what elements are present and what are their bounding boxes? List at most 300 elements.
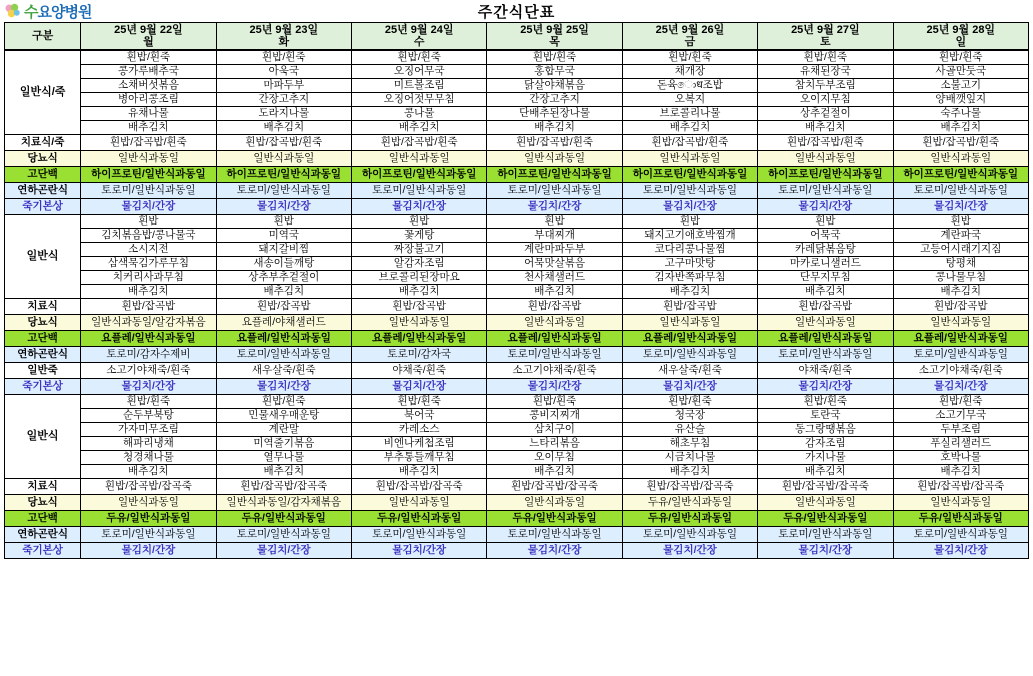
- day-label: 목: [549, 36, 560, 48]
- menu-cell: 새송이들깨탕: [216, 257, 351, 271]
- diet-cell: 두유/일반식과동일: [622, 495, 757, 511]
- menu-row: [5, 271, 1029, 285]
- diet-cell: 두유/일반식과동일: [758, 511, 893, 527]
- menu-cell: 배추김치: [352, 121, 487, 135]
- diet-row: [5, 511, 1029, 527]
- menu-cell: 흰밥: [216, 215, 351, 229]
- menu-cell: 민물새우매운탕: [216, 409, 351, 423]
- menu-cell: 탕평채: [893, 257, 1028, 271]
- menu-cell: 해초무침: [622, 437, 757, 451]
- menu-cell: 흰밥/흰죽: [758, 50, 893, 65]
- diet-cell: 토로미/일반식과동일: [758, 183, 893, 199]
- diet-cell: 흰밥/잡곡밥: [893, 299, 1028, 315]
- menu-cell: 홍합무국: [487, 65, 622, 79]
- diet-cell: 물김치/간장: [893, 543, 1028, 559]
- menu-cell: 미트볼조림: [352, 79, 487, 93]
- menu-cell: 흰밥/흰죽: [81, 50, 216, 65]
- menu-cell: 흰밥: [622, 215, 757, 229]
- table-body: [5, 50, 1029, 559]
- diet-cell: 물김치/간장: [352, 199, 487, 215]
- diet-cell: 일반식과동일: [352, 151, 487, 167]
- diet-cell: 요플레/일반식과동일: [81, 331, 216, 347]
- diet-cell: 요플레/일반식과동일: [622, 331, 757, 347]
- diet-cell: 두유/일반식과동일: [216, 511, 351, 527]
- menu-cell: 배추김치: [216, 465, 351, 479]
- diet-cell: 물김치/간장: [352, 543, 487, 559]
- diet-cell: 일반식과동일: [81, 151, 216, 167]
- diet-type-label: 치료식: [5, 479, 81, 495]
- menu-cell: 오이지무침: [758, 93, 893, 107]
- diet-row: [5, 363, 1029, 379]
- diet-cell: 하이프로틴/일반식과동일: [487, 167, 622, 183]
- diet-cell: 물김치/간장: [622, 199, 757, 215]
- menu-cell: 가자미무조림: [81, 423, 216, 437]
- menu-cell: 흰밥: [487, 215, 622, 229]
- diet-cell: 물김치/간장: [622, 543, 757, 559]
- diet-row: [5, 347, 1029, 363]
- diet-cell: 토로미/일반식과동일: [622, 183, 757, 199]
- diet-cell: 하이프로틴/일반식과동일: [758, 167, 893, 183]
- diet-cell: 토로미/일반식과동일: [216, 527, 351, 543]
- diet-cell: 일반식과동일: [893, 495, 1028, 511]
- menu-cell: 오복지: [622, 93, 757, 107]
- menu-cell: 소불고기: [893, 79, 1028, 93]
- menu-cell: 오이무침: [487, 451, 622, 465]
- menu-cell: 호박나물: [893, 451, 1028, 465]
- menu-cell: 고구마맛탕: [622, 257, 757, 271]
- diet-cell: 소고기야채죽/흰죽: [81, 363, 216, 379]
- diet-cell: 흰밥/잡곡밥: [81, 299, 216, 315]
- diet-cell: 흰밥/잡곡밥/잡곡죽: [81, 479, 216, 495]
- menu-cell: 어묵맛살볶음: [487, 257, 622, 271]
- menu-cell: 흰밥/흰죽: [81, 395, 216, 409]
- menu-cell: 알감자조림: [352, 257, 487, 271]
- menu-cell: 돼지고기애호박찜개: [622, 229, 757, 243]
- col-header-mon: [81, 23, 216, 51]
- diet-cell: 요플레/일반식과동일: [758, 331, 893, 347]
- diet-row: [5, 315, 1029, 331]
- menu-cell: 미역줄기볶음: [216, 437, 351, 451]
- menu-cell: 돈육ොध조밥: [622, 79, 757, 93]
- diet-cell: 일반식과동일: [758, 495, 893, 511]
- diet-cell: 토로미/일반식과동일: [622, 527, 757, 543]
- menu-cell: 청국장: [622, 409, 757, 423]
- menu-cell: 계란말: [216, 423, 351, 437]
- diet-cell: 새우살죽/흰죽: [622, 363, 757, 379]
- menu-cell: 소고기무국: [893, 409, 1028, 423]
- menu-cell: 유채나물: [81, 107, 216, 121]
- menu-cell: 배추김치: [216, 121, 351, 135]
- diet-cell: 흰밥/잡곡밥: [487, 299, 622, 315]
- menu-cell: 카레닭볶음탕: [758, 243, 893, 257]
- menu-cell: 배추김치: [487, 121, 622, 135]
- diet-cell: 흰밥/잡곡밥/잡곡죽: [487, 479, 622, 495]
- menu-cell: 계란파국: [893, 229, 1028, 243]
- date-label: 25년 9월 25일: [520, 24, 589, 36]
- menu-cell: 느타리볶음: [487, 437, 622, 451]
- diet-cell: 하이프로틴/일반식과동일: [622, 167, 757, 183]
- menu-cell: 흰밥/흰죽: [893, 50, 1028, 65]
- diet-cell: 하이프로틴/일반식과동일: [352, 167, 487, 183]
- menu-cell: 비엔나케첩조림: [352, 437, 487, 451]
- menu-cell: 삼색묵김가루무침: [81, 257, 216, 271]
- logo-char-2: 요양병원: [37, 4, 92, 21]
- diet-cell: 흰밥/잡곡밥/흰죽: [758, 135, 893, 151]
- menu-cell: 상추부추겉절이: [216, 271, 351, 285]
- menu-cell: 흰밥: [352, 215, 487, 229]
- diet-row: [5, 167, 1029, 183]
- diet-cell: 흰밥/잡곡밥/잡곡죽: [216, 479, 351, 495]
- col-header-wed: [352, 23, 487, 51]
- diet-row: [5, 331, 1029, 347]
- diet-cell: 토로미/일반식과동일: [622, 347, 757, 363]
- menu-cell: 흰밥: [893, 215, 1028, 229]
- diet-cell: 물김치/간장: [487, 199, 622, 215]
- menu-cell: 흰밥/흰죽: [893, 395, 1028, 409]
- diet-row: [5, 151, 1029, 167]
- menu-cell: 배추김치: [81, 465, 216, 479]
- menu-cell: 콩가루배추국: [81, 65, 216, 79]
- diet-cell: 일반식과동일: [622, 315, 757, 331]
- menu-row: [5, 465, 1029, 479]
- diet-row: [5, 299, 1029, 315]
- menu-cell: 흰밥: [81, 215, 216, 229]
- diet-type-label: 죽기본상: [5, 543, 81, 559]
- diet-cell: 일반식과동일: [81, 495, 216, 511]
- diet-cell: 토로미/일반식과동일: [758, 347, 893, 363]
- menu-cell: 짜장불고기: [352, 243, 487, 257]
- diet-cell: 흰밥/잡곡밥/흰죽: [216, 135, 351, 151]
- menu-cell: 배추김치: [487, 285, 622, 299]
- diet-cell: 토로미/일반식과동일: [893, 183, 1028, 199]
- diet-cell: 요플레/야채샐러드: [216, 315, 351, 331]
- diet-type-label: 연하곤란식: [5, 183, 81, 199]
- diet-cell: 일반식과동일: [352, 315, 487, 331]
- diet-cell: 소고기야채죽/흰죽: [487, 363, 622, 379]
- menu-row: [5, 243, 1029, 257]
- menu-cell: 배추김치: [893, 465, 1028, 479]
- menu-cell: 미역국: [216, 229, 351, 243]
- menu-cell: 숙주나물: [893, 107, 1028, 121]
- diet-cell: 토로미/일반식과동일: [487, 527, 622, 543]
- menu-row: [5, 451, 1029, 465]
- diet-type-label: 당뇨식: [5, 151, 81, 167]
- diet-cell: 일반식과동일: [487, 315, 622, 331]
- diet-cell: 흰밥/잡곡밥/흰죽: [893, 135, 1028, 151]
- menu-cell: 열무나물: [216, 451, 351, 465]
- menu-cell: 아욱국: [216, 65, 351, 79]
- diet-cell: 흰밥/잡곡밥/흰죽: [352, 135, 487, 151]
- diet-row: [5, 479, 1029, 495]
- menu-cell: 마카로니샐러드: [758, 257, 893, 271]
- diet-cell: 토로미/일반식과동일: [81, 183, 216, 199]
- menu-row: [5, 257, 1029, 271]
- menu-cell: 푸실리샐러드: [893, 437, 1028, 451]
- diet-type-label: 당뇨식: [5, 315, 81, 331]
- diet-cell: 토로미/일반식과동일: [893, 347, 1028, 363]
- menu-row: [5, 409, 1029, 423]
- diet-row: [5, 135, 1029, 151]
- menu-cell: 배추김치: [352, 285, 487, 299]
- diet-cell: 물김치/간장: [216, 379, 351, 395]
- category-label-dinner: 일반식: [5, 395, 81, 479]
- diet-cell: 흰밥/잡곡밥/잡곡죽: [758, 479, 893, 495]
- diet-cell: 흰밥/잡곡밥/잡곡죽: [352, 479, 487, 495]
- menu-cell: 간장고추지: [487, 93, 622, 107]
- date-label: 25년 9월 24일: [384, 24, 454, 36]
- diet-cell: 일반식과동일: [758, 151, 893, 167]
- menu-cell: 코다리콩나물찜: [622, 243, 757, 257]
- diet-cell: 토로미/감자국: [352, 347, 487, 363]
- menu-cell: 콩나물무침: [893, 271, 1028, 285]
- diet-type-label: 고단백: [5, 331, 81, 347]
- menu-cell: 계란마파두부: [487, 243, 622, 257]
- menu-cell: 두부조림: [893, 423, 1028, 437]
- menu-cell: 도라지나물: [216, 107, 351, 121]
- diet-cell: 토로미/일반식과동일: [81, 527, 216, 543]
- menu-cell: 상추겉절이: [758, 107, 893, 121]
- menu-cell: 순두부북탕: [81, 409, 216, 423]
- menu-cell: 소채버섯볶음: [81, 79, 216, 93]
- diet-cell: 야채죽/흰죽: [352, 363, 487, 379]
- date-label: 25년 9월 26일: [655, 24, 725, 36]
- diet-type-label: 죽기본상: [5, 199, 81, 215]
- menu-row: [5, 65, 1029, 79]
- menu-cell: 김치볶음밥/콩나물국: [81, 229, 216, 243]
- diet-row: [5, 495, 1029, 511]
- diet-cell: 물김치/간장: [81, 543, 216, 559]
- menu-cell: 브로콜리나물: [622, 107, 757, 121]
- col-header-thu: [487, 23, 622, 51]
- diet-cell: 토로미/일반식과동일: [487, 183, 622, 199]
- diet-cell: 토로미/일반식과동일: [352, 527, 487, 543]
- diet-cell: 물김치/간장: [758, 199, 893, 215]
- diet-cell: 두유/일반식과동일: [81, 511, 216, 527]
- menu-cell: 유산슬: [622, 423, 757, 437]
- menu-row: [5, 121, 1029, 135]
- diet-cell: 일반식과동일: [487, 495, 622, 511]
- menu-row: [5, 423, 1029, 437]
- menu-row: [5, 229, 1029, 243]
- menu-cell: 배추김치: [758, 121, 893, 135]
- diet-type-label: 고단백: [5, 167, 81, 183]
- diet-cell: 흰밥/잡곡밥/흰죽: [487, 135, 622, 151]
- diet-cell: 요플레/일반식과동일: [893, 331, 1028, 347]
- diet-cell: 물김치/간장: [487, 379, 622, 395]
- menu-cell: 사골만둣국: [893, 65, 1028, 79]
- diet-row: [5, 543, 1029, 559]
- diet-cell: 물김치/간장: [758, 543, 893, 559]
- menu-cell: 배추김치: [487, 465, 622, 479]
- menu-cell: 흰밥/흰죽: [487, 395, 622, 409]
- diet-cell: 새우살죽/흰죽: [216, 363, 351, 379]
- menu-cell: 감자조림: [758, 437, 893, 451]
- menu-cell: 배추김치: [81, 285, 216, 299]
- page-header: [0, 0, 1033, 22]
- day-label: 수: [413, 36, 425, 48]
- diet-cell: 토로미/일반식과동일: [216, 347, 351, 363]
- menu-cell: 토란국: [758, 409, 893, 423]
- col-header-category: 구분: [5, 23, 81, 51]
- diet-cell: 토로미/일반식과동일: [352, 183, 487, 199]
- diet-cell: 물김치/간장: [81, 379, 216, 395]
- menu-row: [5, 107, 1029, 121]
- diet-row: [5, 199, 1029, 215]
- diet-cell: 일반식과동일: [352, 495, 487, 511]
- diet-cell: 소고기야채죽/흰죽: [893, 363, 1028, 379]
- menu-cell: 배추김치: [758, 465, 893, 479]
- diet-cell: 물김치/간장: [758, 379, 893, 395]
- diet-cell: 토로미/일반식과동일: [893, 527, 1028, 543]
- menu-cell: 콩비지찌개: [487, 409, 622, 423]
- menu-cell: 부대찌개: [487, 229, 622, 243]
- diet-cell: 물김치/간장: [216, 199, 351, 215]
- menu-cell: 배추김치: [622, 285, 757, 299]
- day-label: 월: [143, 36, 154, 48]
- menu-cell: 청경채나물: [81, 451, 216, 465]
- menu-cell: 흰밥/흰죽: [352, 395, 487, 409]
- diet-cell: 흰밥/잡곡밥/흰죽: [622, 135, 757, 151]
- menu-cell: 배추김치: [622, 465, 757, 479]
- diet-type-label: 연하곤란식: [5, 347, 81, 363]
- diet-cell: 토로미/일반식과동일: [487, 347, 622, 363]
- diet-cell: 흰밥/잡곡밥/잡곡죽: [893, 479, 1028, 495]
- menu-cell: 배추김치: [893, 285, 1028, 299]
- diet-type-label: 치료식/죽: [5, 135, 81, 151]
- date-label: 25년 9월 23일: [249, 24, 319, 36]
- menu-row: [5, 215, 1029, 229]
- menu-cell: 북어국: [352, 409, 487, 423]
- menu-cell: 채개장: [622, 65, 757, 79]
- menu-cell: 어묵국: [758, 229, 893, 243]
- menu-cell: 배추김치: [622, 121, 757, 135]
- menu-cell: 양배깻잎지: [893, 93, 1028, 107]
- menu-row: [5, 437, 1029, 451]
- menu-cell: 흰밥/흰죽: [487, 50, 622, 65]
- menu-cell: 삼치구이: [487, 423, 622, 437]
- category-label-lunch: 일반식: [5, 215, 81, 299]
- day-label: 금: [684, 36, 696, 48]
- diet-cell: 물김치/간장: [622, 379, 757, 395]
- diet-cell: 하이프로틴/일반식과동일: [81, 167, 216, 183]
- diet-cell: 흰밥/잡곡밥: [758, 299, 893, 315]
- col-header-sat: [758, 23, 893, 51]
- menu-cell: 부추통들깨무침: [352, 451, 487, 465]
- logo-char-1: 수: [24, 4, 38, 21]
- menu-cell: 동그랑땡볶음: [758, 423, 893, 437]
- menu-cell: 꽃게탕: [352, 229, 487, 243]
- menu-cell: 천사채샐러드: [487, 271, 622, 285]
- diet-cell: 요플레/일반식과동일: [216, 331, 351, 347]
- menu-cell: 흰밥/흰죽: [758, 395, 893, 409]
- diet-cell: 토로미/감자수제비: [81, 347, 216, 363]
- table-header-row: [5, 23, 1029, 51]
- diet-type-label: 고단백: [5, 511, 81, 527]
- menu-cell: 흰밥/흰죽: [216, 50, 351, 65]
- col-header-fri: [622, 23, 757, 51]
- day-label: 화: [278, 36, 290, 48]
- menu-cell: 흰밥/흰죽: [622, 395, 757, 409]
- diet-cell: 물김치/간장: [352, 379, 487, 395]
- diet-cell: 흰밥/잡곡밥: [352, 299, 487, 315]
- diet-row: [5, 379, 1029, 395]
- menu-cell: 해파리냉채: [81, 437, 216, 451]
- day-label: 일: [955, 36, 967, 48]
- diet-cell: 일반식과동일/감자채볶음: [216, 495, 351, 511]
- diet-cell: 토로미/일반식과동일: [216, 183, 351, 199]
- menu-cell: 단배추된장나물: [487, 107, 622, 121]
- menu-cell: 오징어젓무무침: [352, 93, 487, 107]
- menu-row: [5, 93, 1029, 107]
- diet-cell: 일반식과동일: [758, 315, 893, 331]
- menu-row: [5, 285, 1029, 299]
- date-label: 25년 9월 27일: [791, 24, 860, 36]
- menu-cell: 배추김치: [352, 465, 487, 479]
- date-label: 25년 9월 22일: [114, 24, 183, 36]
- diet-cell: 토로미/일반식과동일: [758, 527, 893, 543]
- menu-cell: 배추김치: [216, 285, 351, 299]
- diet-type-label: 치료식: [5, 299, 81, 315]
- menu-cell: 김자반쪽파무침: [622, 271, 757, 285]
- diet-cell: 흰밥/잡곡밥: [622, 299, 757, 315]
- menu-cell: 치커리사과무침: [81, 271, 216, 285]
- menu-row: [5, 79, 1029, 93]
- menu-cell: 단무지무침: [758, 271, 893, 285]
- menu-cell: 마파두부: [216, 79, 351, 93]
- weekly-menu-table: [4, 22, 1029, 559]
- menu-cell: 흰밥: [758, 215, 893, 229]
- menu-cell: 흰밥/흰죽: [622, 50, 757, 65]
- diet-cell: 물김치/간장: [216, 543, 351, 559]
- diet-cell: 요플레/일반식과동일: [487, 331, 622, 347]
- menu-cell: 배추김치: [81, 121, 216, 135]
- diet-cell: 일반식과동일: [893, 315, 1028, 331]
- diet-cell: 두유/일반식과동일: [352, 511, 487, 527]
- diet-cell: 물김치/간장: [487, 543, 622, 559]
- menu-cell: 배추김치: [893, 121, 1028, 135]
- date-label: 25년 9월 28일: [926, 24, 996, 36]
- diet-cell: 두유/일반식과동일: [487, 511, 622, 527]
- diet-cell: 흰밥/잡곡밥: [216, 299, 351, 315]
- menu-cell: 고등어시래기지짐: [893, 243, 1028, 257]
- diet-cell: 하이프로틴/일반식과동일: [893, 167, 1028, 183]
- diet-cell: 요플레/일반식과동일: [352, 331, 487, 347]
- diet-cell: 물김치/간장: [893, 379, 1028, 395]
- diet-cell: 야채죽/흰죽: [758, 363, 893, 379]
- menu-cell: 콩나물: [352, 107, 487, 121]
- col-header-sun: [893, 23, 1028, 51]
- menu-cell: 카레소스: [352, 423, 487, 437]
- day-label: 토: [820, 36, 831, 48]
- menu-row: [5, 395, 1029, 409]
- col-header-tue: [216, 23, 351, 51]
- diet-cell: 흰밥/잡곡밥/흰죽: [81, 135, 216, 151]
- diet-type-label: 일반죽: [5, 363, 81, 379]
- menu-cell: 소시지전: [81, 243, 216, 257]
- diet-cell: 두유/일반식과동일: [893, 511, 1028, 527]
- diet-type-label: 죽기본상: [5, 379, 81, 395]
- diet-cell: 물김치/간장: [81, 199, 216, 215]
- diet-cell: 일반식과동일: [893, 151, 1028, 167]
- menu-cell: 가지나물: [758, 451, 893, 465]
- menu-row: [5, 50, 1029, 65]
- diet-cell: 두유/일반식과동일: [622, 511, 757, 527]
- menu-cell: 시금치나물: [622, 451, 757, 465]
- menu-cell: 브로콜리된장마요: [352, 271, 487, 285]
- menu-cell: 흰밥/흰죽: [216, 395, 351, 409]
- diet-type-label: 연하곤란식: [5, 527, 81, 543]
- menu-cell: 닭살야채볶음: [487, 79, 622, 93]
